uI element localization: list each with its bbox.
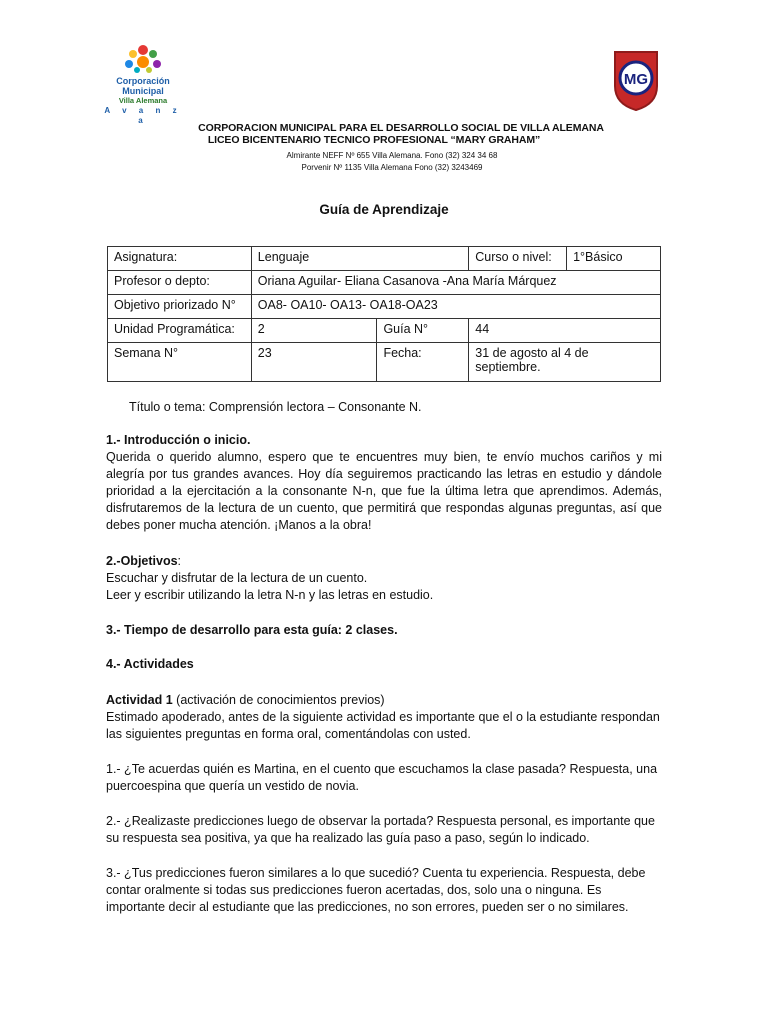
info-table (107, 246, 661, 382)
corporacion-logo (103, 42, 183, 125)
objetivos-heading: 2.-Objetivos (106, 554, 178, 568)
guia-value: 44 (469, 319, 661, 343)
semana-label: Semana N° (108, 343, 252, 382)
curso-value: 1°Básico (567, 247, 661, 271)
profesor-label: Profesor o depto: (108, 271, 252, 295)
question-2: 2.- ¿Realizaste predicciones luego de observar la portada? Respuesta personal, es importante que su respuesta sea positiva, ya que ha realizado las guía paso a paso, según lo indicado. (106, 814, 655, 845)
fecha-value: 31 de agosto al 4 de septiembre. (469, 343, 661, 382)
liceo-logo-text: MG (623, 71, 649, 88)
intro-text: Querida o querido alumno, espero que te encuentres muy bien, te envío muchos cariños y mi alegría por tus grandes avances. Hoy día seguiremos practicando las letras en estudio y dándole prioridad a la ejercitación a la consonante N-n, que fue la última letra que aprendimos. Además, disfrutaremos de la lectura de un cuento, que permitirá que respondas algunas preguntas, así que debes poner mucha atención. ¡Manos a la obra! (106, 450, 662, 532)
address-1: Almirante NEFF Nº 655 Villa Alemana. Fono (32) 324 34 68 (286, 151, 498, 160)
address-2: Porvenir Nº 1135 Villa Alemana Fono (32) 3243469 (301, 163, 483, 172)
table-row (108, 319, 661, 343)
curso-label: Curso o nivel: (469, 247, 567, 271)
question-1: 1.- ¿Te acuerdas quién es Martina, en el cuento que escuchamos la clase pasada? Respuesta, una puercoespina que quería un vestido de novia. (106, 762, 658, 793)
fecha-label: Fecha: (377, 343, 469, 382)
objetivo-1: Escuchar y disfrutar de la lectura de un cuento. (106, 571, 368, 585)
objetivos-section (106, 553, 662, 604)
actividad1-text: Estimado apoderado, antes de la siguiente actividad es importante que el o la estudiante respondan las siguientes preguntas en forma oral, comentándolas con usted. (106, 710, 660, 741)
actividad1-subtitle: (activación de conocimientos previos) (172, 693, 385, 707)
objetivo-value: OA8- OA10- OA13- OA18-OA23 (251, 295, 660, 319)
header-liceo: LICEO BICENTENARIO TECNICO PROFESIONAL “MARY GRAHAM” (207, 134, 541, 146)
objetivo-label: Objetivo priorizado N° (108, 295, 252, 319)
page-title: Guía de Aprendizaje (319, 202, 449, 217)
unidad-label: Unidad Programática: (108, 319, 252, 343)
header-corporacion: CORPORACION MUNICIPAL PARA EL DESARROLLO SOCIAL DE VILLA ALEMANA (198, 122, 604, 134)
guia-label: Guía N° (377, 319, 469, 343)
corporacion-logo-icon (121, 42, 165, 74)
table-row (108, 271, 661, 295)
intro-section (106, 432, 662, 534)
question-3: 3.- ¿Tus predicciones fueron similares a lo que sucedió? Cuenta tu experiencia. Respuesta, debe contar oralmente si todas sus predicciones fueron acertadas, dos, solo una o ninguna. Es importante decir al estudiante que las predicciones, no son errores, pueden ser o no similares. (106, 866, 646, 914)
tiempo: 3.- Tiempo de desarrollo para esta guía: 2 clases. (106, 623, 398, 637)
logo-line4: A v a n z a (104, 106, 182, 125)
tema: Título o tema: Comprensión lectora – Consonante N. (129, 400, 422, 414)
logo-line1: Corporación (116, 76, 170, 86)
objetivo-2: Leer y escribir utilizando la letra N-n y las letras en estudio. (106, 588, 434, 602)
actividad1-section (106, 692, 662, 743)
asignatura-value: Lenguaje (251, 247, 468, 271)
semana-value: 23 (251, 343, 377, 382)
objetivos-colon: : (177, 554, 182, 568)
profesor-value: Oriana Aguilar- Eliana Casanova -Ana María Márquez (251, 271, 660, 295)
actividad1-title: Actividad 1 (106, 693, 173, 707)
logo-line2: Municipal (122, 86, 164, 96)
table-row (108, 247, 661, 271)
unidad-value: 2 (251, 319, 377, 343)
table-row (108, 343, 661, 382)
liceo-logo (611, 48, 661, 112)
logo-line3: Villa Alemana (118, 96, 168, 105)
actividades-heading: 4.- Actividades (106, 657, 194, 671)
intro-heading: 1.- Introducción o inicio. (106, 433, 251, 447)
table-row (108, 295, 661, 319)
liceo-shield-icon (611, 48, 661, 112)
asignatura-label: Asignatura: (108, 247, 252, 271)
